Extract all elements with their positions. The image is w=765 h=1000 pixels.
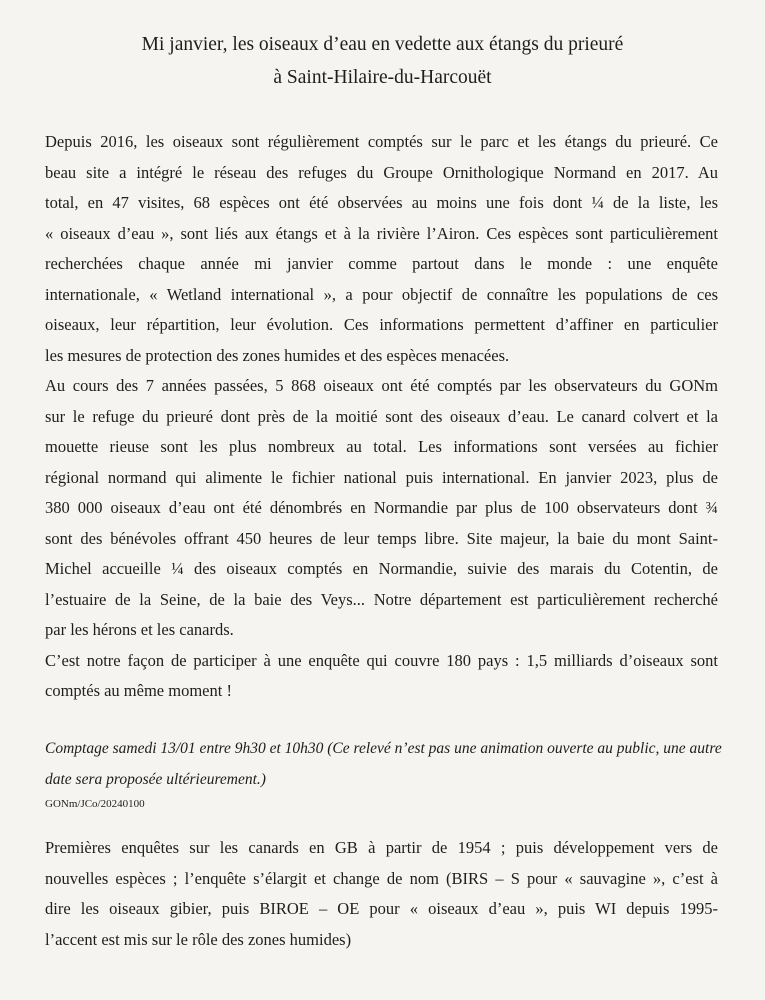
body-line: oiseaux, leur répartition, leur évolution. Ces informations permettent d’affiner en particulier [45, 315, 718, 334]
body-line: l’estuaire de la Seine, de la baie des Veys... Notre département est particulièrement recherché [45, 589, 718, 609]
body-line: mouette rieuse sont les plus nombreux au total. Les informations sont versées au fichier [45, 437, 718, 456]
body-line: par les hérons et les canards. [45, 620, 234, 639]
body-line: Michel accueille ¼ des oiseaux comptés en Normandie, suivie des marais du Cotentin, de [45, 559, 718, 578]
body-line: C’est notre façon de participer à une enquête qui couvre 180 pays : 1,5 milliards d’oiseaux sont [45, 650, 718, 670]
note-line-1: Comptage samedi 13/01 entre 9h30 et 10h30 (Ce relevé n’est pas une animation ouverte au public, une autre [45, 740, 722, 757]
body-line: Au cours des 7 années passées, 5 868 oiseaux ont été comptés par les observateurs du GONm [45, 376, 718, 395]
body-line: sont des bénévoles offrant 450 heures de leur temps libre. Site majeur, la baie du mont Saint- [45, 528, 718, 548]
body-line: les mesures de protection des zones humides et des espèces menacées. [45, 345, 510, 365]
document-reference: GONm/JCo/20240100 [45, 798, 145, 810]
history-line: l’accent est mis sur le rôle des zones humides) [45, 929, 352, 949]
body-line: Depuis 2016, les oiseaux sont régulièrement comptés sur le parc et les étangs du prieuré. Ce [45, 132, 718, 151]
note-line-2: date sera proposée ultérieurement.) [45, 771, 266, 788]
body-line: recherchées chaque année mi janvier comme partout dans le monde : une enquête [45, 254, 718, 273]
body-line: internationale, « Wetland international », a pour objectif de connaître les populations de ces [45, 284, 718, 304]
body-line: comptés au même moment ! [45, 681, 232, 700]
article-body [45, 127, 718, 707]
body-line: 380 000 oiseaux d’eau ont été dénombrés en Normandie par plus de 100 observateurs dont ¾ [45, 498, 718, 517]
history-line: nouvelles espèces ; l’enquête s’élargit et change de nom (BIRS – S pour « sauvagine », c’est à [45, 868, 718, 888]
history-line: Premières enquêtes sur les canards en GB à partir de 1954 ; puis développement vers de [45, 838, 718, 857]
history-paragraph [45, 833, 718, 955]
body-line: total, en 47 visites, 68 espèces ont été observées au moins une fois dont ¼ de la liste, les [45, 193, 718, 212]
counting-note [45, 733, 722, 795]
body-line: « oiseaux d’eau », sont liés aux étangs et à la rivière l’Airon. Ces espèces sont particulièrement [45, 223, 718, 243]
body-line: régional normand qui alimente le fichier national puis international. En janvier 2023, plus de [45, 467, 718, 487]
body-line: beau site a intégré le réseau des refuges du Groupe Ornithologique Normand en 2017. Au [45, 162, 718, 182]
title-line-1: Mi janvier, les oiseaux d’eau en vedette aux étangs du prieuré [141, 34, 624, 55]
document-title [0, 28, 765, 94]
history-line: dire les oiseaux gibier, puis BIROE – OE pour « oiseaux d’eau », puis WI depuis 1995- [45, 899, 718, 918]
body-line: sur le refuge du prieuré dont près de la moitié sont des oiseaux d’eau. Le canard colvert et la [45, 406, 718, 426]
title-line-2: à Saint-Hilaire-du-Harcouët [273, 67, 492, 88]
